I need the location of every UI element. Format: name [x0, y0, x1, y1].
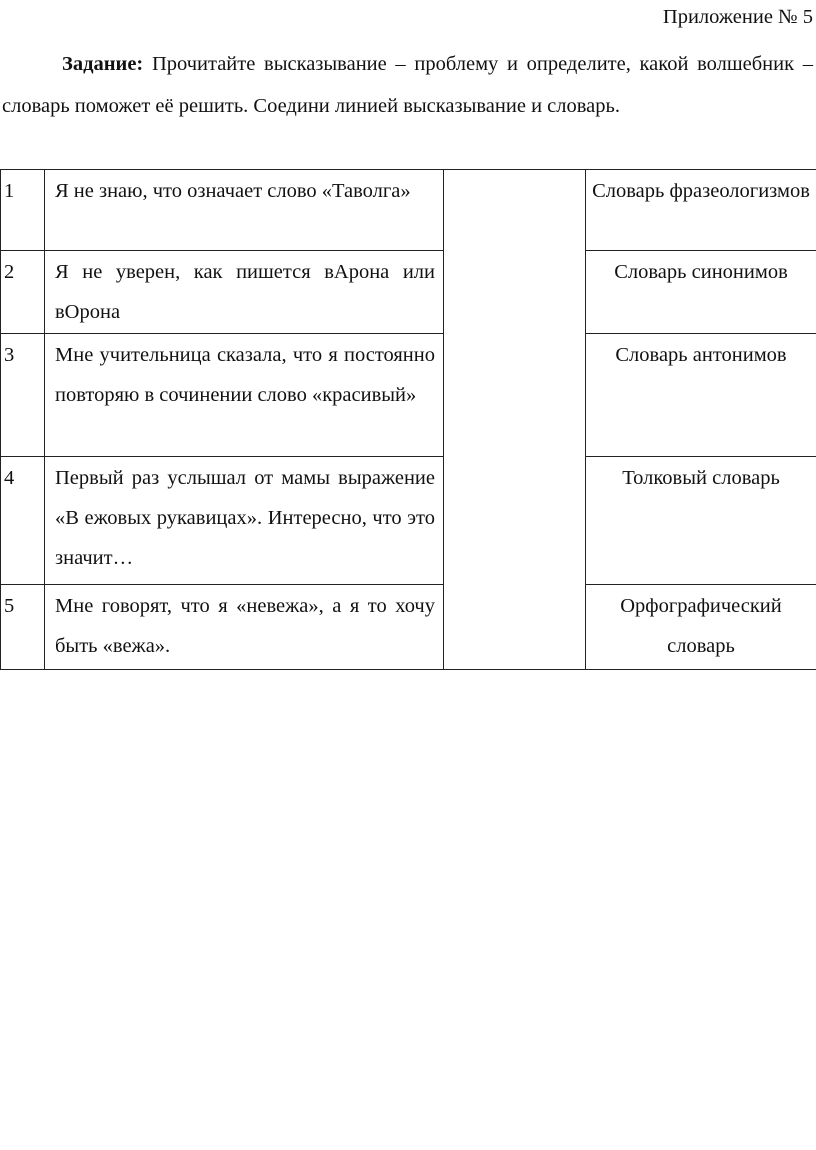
dictionary-cell: Словарь синонимов	[586, 251, 816, 334]
table-row	[1, 334, 816, 457]
row-number: 2	[1, 251, 45, 334]
dictionary-cell: Словарь антонимов	[586, 334, 816, 457]
dictionary-cell: Толковый словарь	[586, 457, 816, 585]
row-number: 4	[1, 457, 45, 585]
task-text: Прочитайте высказывание – проблему и определите, какой волшебник – словарь поможет её решить. Соедини линией высказывание и словарь.	[2, 53, 813, 117]
statement-cell: Первый раз услышал от мамы выражение «В ежовых рукавицах». Интересно, что это значит…	[45, 457, 444, 585]
table-row	[1, 251, 816, 334]
statement-cell: Мне учительница сказала, что я постоянно повторяю в сочинении слово «красивый»	[45, 334, 444, 457]
row-number: 1	[1, 170, 45, 251]
row-number: 3	[1, 334, 45, 457]
task-label: Задание:	[62, 53, 144, 75]
dictionary-cell: Словарь фразеологизмов	[586, 170, 816, 251]
dictionary-cell: Орфографический словарь	[586, 585, 816, 670]
table-row	[1, 457, 816, 585]
table-row	[1, 585, 816, 670]
table-row	[1, 170, 816, 251]
statement-cell: Я не уверен, как пишется вАрона или вОрона	[45, 251, 444, 334]
statement-cell: Мне говорят, что я «невежа», а я то хочу быть «вежа».	[45, 585, 444, 670]
appendix-label: Приложение № 5	[662, 6, 813, 28]
matching-table	[0, 169, 816, 670]
task-paragraph	[2, 43, 813, 127]
statement-cell: Я не знаю, что означает слово «Таволга»	[45, 170, 444, 251]
row-number: 5	[1, 585, 45, 670]
connection-column[interactable]	[444, 170, 586, 670]
